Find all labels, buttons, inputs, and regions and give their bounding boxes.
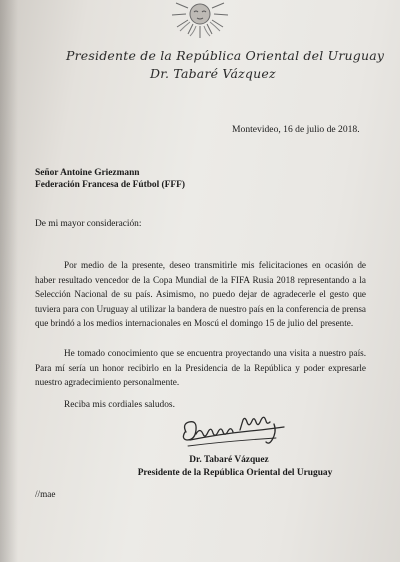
letter-date: Montevideo, 16 de julio de 2018. xyxy=(232,124,360,135)
sun-of-may-icon xyxy=(168,0,232,42)
addressee-name: Señor Antoine Griezmann xyxy=(35,168,140,178)
signatory-title: Presidente de la República Oriental del Uruguay xyxy=(137,468,333,478)
handwritten-signature xyxy=(178,412,290,452)
typist-initials: //mae xyxy=(35,489,56,499)
body-paragraph: He tomado conocimiento que se encuentra proyectando una visita a nuestro país. Para mí sería un honor recibirlo en la Presidencia de la República y poder expresarle nuestro agradecimiento personalmente. xyxy=(35,348,366,388)
addressee-block xyxy=(35,167,185,191)
letterhead-name: Dr. Tabaré Vázquez xyxy=(150,66,276,81)
body-paragraph: Por medio de la presente, deseo transmitirle mis felicitaciones en ocasión de haber resultado vencedor de la Copa Mundial de la FIFA Rusia 2018 representando a la Selección Nacional de su país. Asimismo, no puedo dejar de agradecerle el gesto que tuviera para con Uruguay al utilizar la bandera de nuestro país en la conferencia de prensa que brindó a los medios internacionales en Moscú el domingo 15 de julio del presente. xyxy=(35,260,366,329)
closing-line: Reciba mis cordiales saludos. xyxy=(64,400,175,410)
salutation: De mi mayor consideración: xyxy=(35,219,142,229)
signatory-name: Dr. Tabaré Vázquez xyxy=(189,455,269,465)
addressee-organization: Federación Francesa de Fútbol (FFF) xyxy=(35,180,185,190)
letterhead-office: Presidente de la República Oriental del Uruguay xyxy=(66,48,385,63)
